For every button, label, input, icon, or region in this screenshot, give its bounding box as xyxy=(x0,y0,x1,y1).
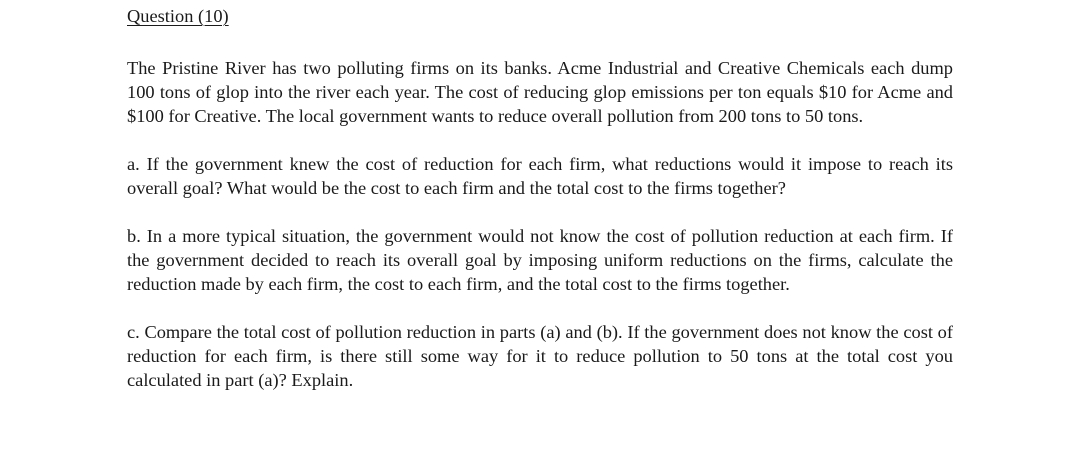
question-part-c: c. Compare the total cost of pollution reduction in parts (a) and (b). If the government does not know the cost of reduction for each firm, is there still some way for it to reduce pollution to 50 tons at the total cost you calculated in part (a)? Explain. xyxy=(127,322,953,390)
document-page xyxy=(127,4,953,392)
question-heading: Question (10) xyxy=(127,6,229,26)
question-intro-paragraph: The Pristine River has two polluting firms on its banks. Acme Industrial and Creative Chemicals each dump 100 tons of glop into the river each year. The cost of reducing glop emissions per ton equals $10 for Acme and $100 for Creative. The local government wants to reduce overall pollution from 200 tons to 50 tons. xyxy=(127,58,953,126)
question-part-b: b. In a more typical situation, the government would not know the cost of pollution reduction at each firm. If the government decided to reach its overall goal by imposing uniform reductions on the firms, calculate the reduction made by each firm, the cost to each firm, and the total cost to the firms together. xyxy=(127,226,953,294)
question-part-a: a. If the government knew the cost of reduction for each firm, what reductions would it impose to reach its overall goal? What would be the cost to each firm and the total cost to the firms together? xyxy=(127,154,953,198)
